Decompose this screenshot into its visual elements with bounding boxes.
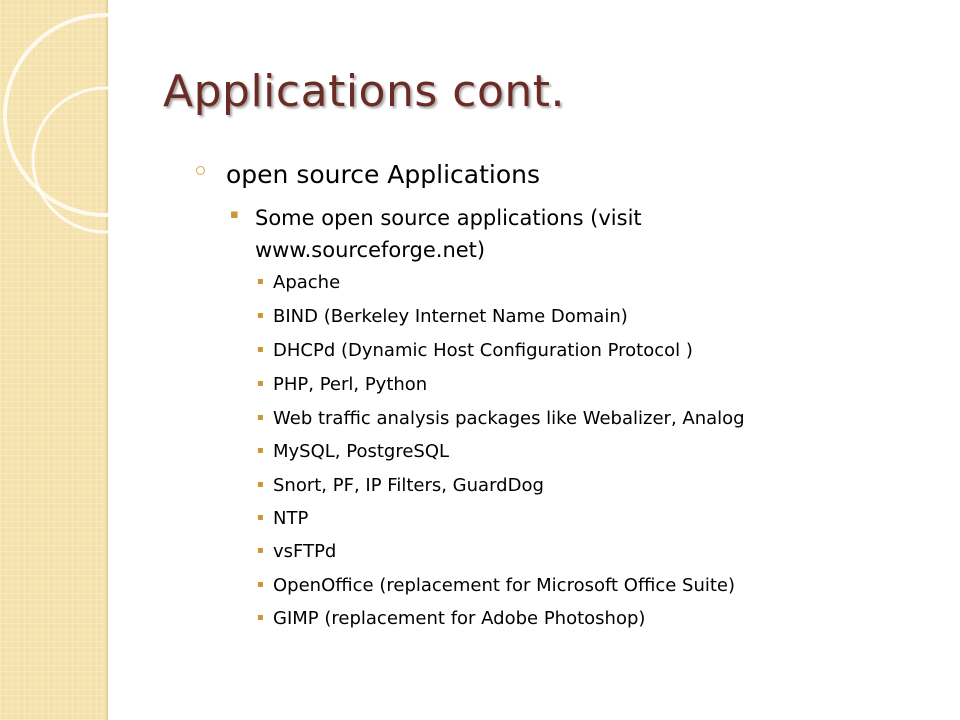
level3-bullet-icon: ▪ xyxy=(257,512,264,523)
level3-bullet-icon: ▪ xyxy=(257,445,264,456)
list-item-text: vsFTPd xyxy=(273,541,337,562)
list-item-text: NTP xyxy=(273,508,309,529)
level3-bullet-icon: ▪ xyxy=(257,412,264,423)
level3-bullet-icon: ▪ xyxy=(257,310,264,321)
list-item xyxy=(257,607,646,631)
level1-bullet-text: open source Applications xyxy=(226,160,541,189)
level3-bullet-icon: ▪ xyxy=(257,612,264,623)
list-item-text: BIND (Berkeley Internet Name Domain) xyxy=(273,306,628,327)
list-item xyxy=(257,474,544,498)
list-item xyxy=(257,507,309,531)
list-item xyxy=(257,271,341,295)
level3-bullet-icon: ▪ xyxy=(257,276,264,287)
list-item xyxy=(257,305,628,329)
level3-bullet-icon: ▪ xyxy=(257,579,264,590)
list-item xyxy=(257,407,745,431)
list-item xyxy=(257,574,736,598)
list-item xyxy=(257,440,450,464)
level1-bullet-icon xyxy=(196,166,205,175)
level2-bullet-text: Some open source applications (visit www.sourceforge.net) xyxy=(255,206,642,262)
list-item xyxy=(257,540,337,564)
level3-bullet-icon: ▪ xyxy=(257,344,264,355)
level2-bullet-icon: ▪ xyxy=(230,207,239,222)
level3-bullet-icon: ▪ xyxy=(257,545,264,556)
list-item-text: GIMP (replacement for Adobe Photoshop) xyxy=(273,608,646,629)
level3-bullet-icon: ▪ xyxy=(257,479,264,490)
list-item-text: OpenOffice (replacement for Microsoft Office Suite) xyxy=(273,575,736,596)
list-item-text: Apache xyxy=(273,272,341,293)
list-item xyxy=(257,373,428,397)
list-item-text: Snort, PF, IP Filters, GuardDog xyxy=(273,475,544,496)
list-item xyxy=(257,339,693,363)
list-item-text: DHCPd (Dynamic Host Configuration Protocol ) xyxy=(273,340,693,361)
list-item-text: MySQL, PostgreSQL xyxy=(273,441,450,462)
slide-title: Applications cont. xyxy=(163,66,565,117)
level3-bullet-icon: ▪ xyxy=(257,378,264,389)
list-item-text: PHP, Perl, Python xyxy=(273,374,428,395)
list-item-text: Web traffic analysis packages like Webalizer, Analog xyxy=(273,408,745,429)
